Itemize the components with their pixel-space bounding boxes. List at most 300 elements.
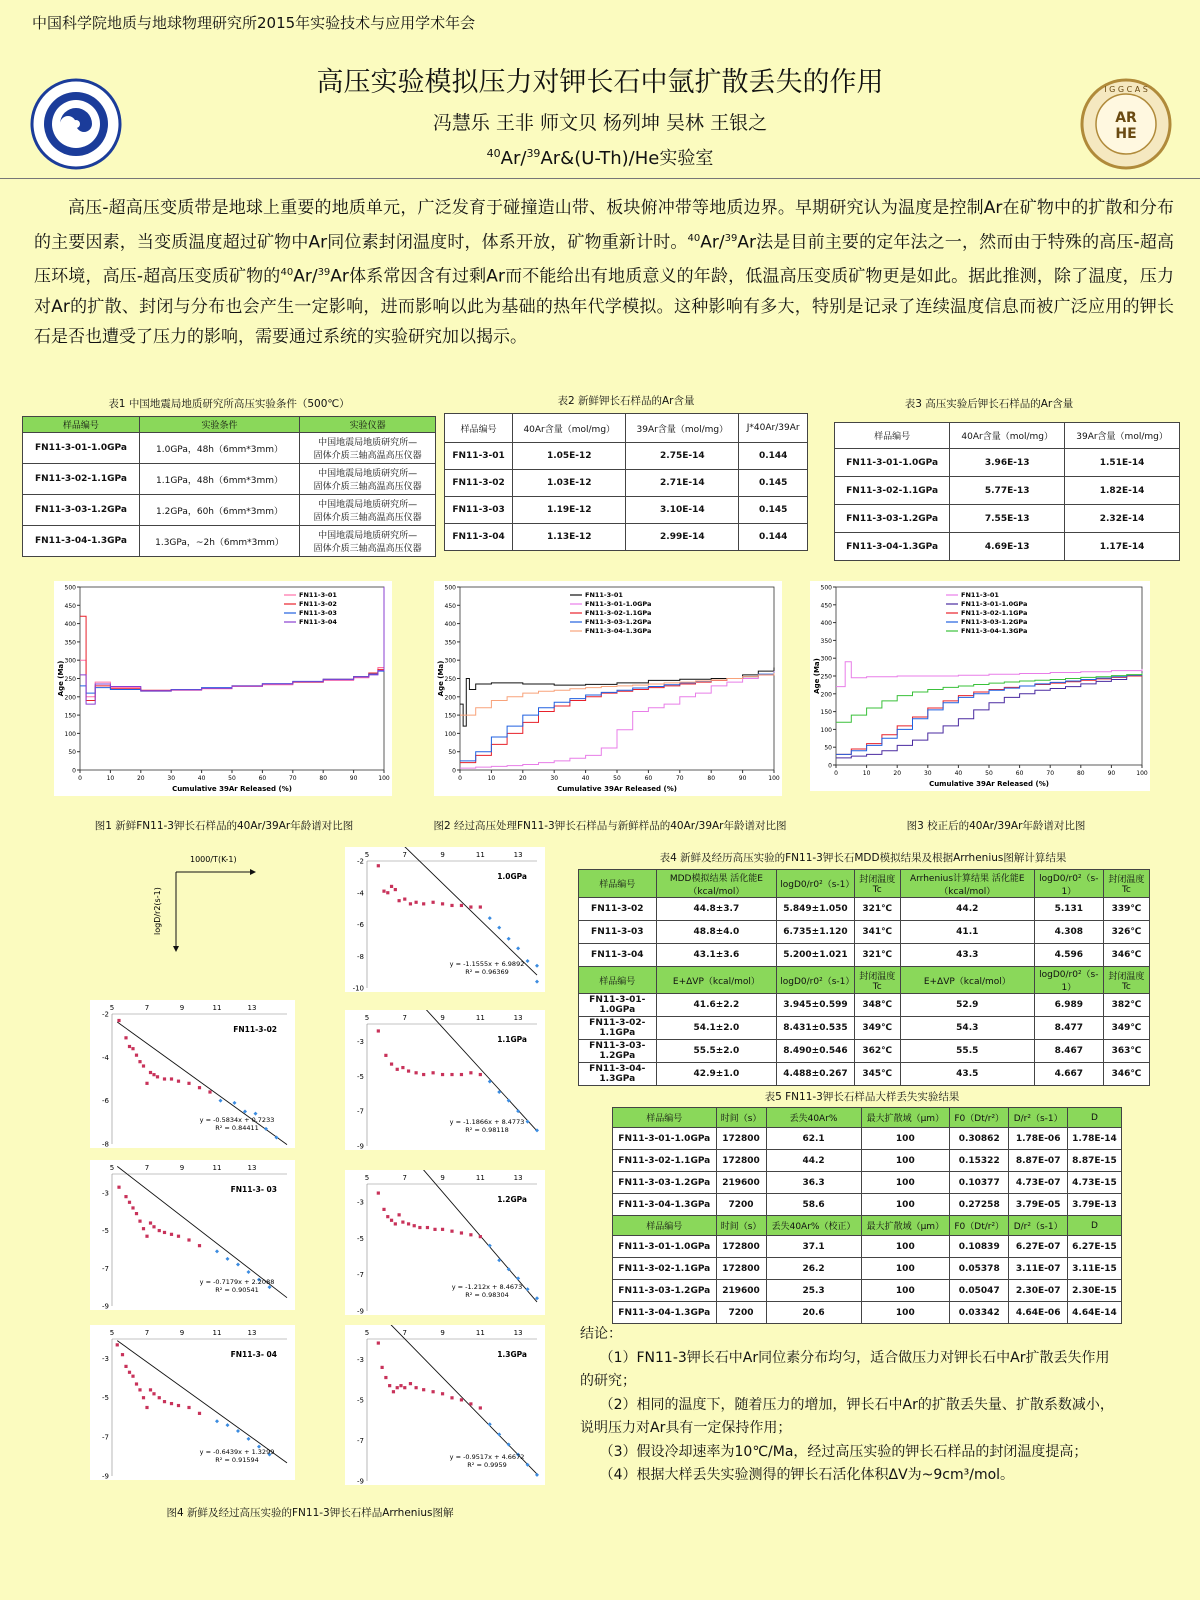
x-tick-label: 13 <box>513 1329 523 1337</box>
fit-r2: R² = 0.9959 <box>467 1461 507 1469</box>
header-divider <box>0 178 1200 179</box>
table-row: FN11-3-04 43.1±3.6 5.200±1.021 321℃ 43.3 4.596 346℃ <box>579 944 1150 967</box>
data-point <box>128 1045 131 1048</box>
fit-point <box>488 1422 492 1426</box>
y-tick-label: 150 <box>444 712 456 720</box>
data-point <box>177 1080 180 1083</box>
y-tick-label: 400 <box>444 621 456 629</box>
fit-point <box>497 926 501 930</box>
data-point <box>396 1068 399 1071</box>
plot-title: 1.3GPa <box>497 1350 527 1359</box>
x-tick-label: 9 <box>179 1329 185 1337</box>
data-point <box>116 1343 119 1346</box>
x-tick-label: 50 <box>613 775 621 782</box>
fit-r2: R² = 0.96369 <box>465 968 509 976</box>
y-tick-label: -5 <box>102 1227 109 1236</box>
y-tick-label: -4 <box>102 1053 109 1062</box>
data-point <box>432 1071 435 1074</box>
x-tick-label: 90 <box>738 775 747 782</box>
data-point <box>163 1231 166 1234</box>
y-tick-label: 50 <box>448 749 456 757</box>
fit-point <box>535 980 539 984</box>
data-point <box>399 1384 402 1387</box>
data-point <box>398 899 401 902</box>
y-tick-label: -9 <box>357 1142 364 1150</box>
data-point <box>432 901 435 904</box>
data-point <box>441 1228 444 1231</box>
table-row: FN11-3-03-1.2GPa 219600 36.3 100 0.10377 4.73E-07 4.73E-15 <box>613 1172 1122 1194</box>
table-row: FN11-3-01 1.05E-12 2.75E-14 0.144 <box>445 443 808 470</box>
t1-header: 实验仪器 <box>300 417 436 433</box>
y-tick-label: -9 <box>102 1302 109 1310</box>
fit-line <box>373 1325 537 1474</box>
table2-caption: 表2 新鲜钾长石样品的Ar含量 <box>557 395 695 407</box>
series-line <box>460 673 774 715</box>
fit-point <box>226 1423 230 1427</box>
fig2-caption: 图2 经过高压处理FN11-3钾长石样品与新鲜样品的40Ar/39Ar年龄谱对比图 <box>433 820 787 832</box>
conclusion <box>580 1323 1120 1488</box>
x-tick-label: 11 <box>475 1174 485 1182</box>
y-tick-label: 500 <box>444 584 456 592</box>
y-tick-label: 250 <box>444 676 456 683</box>
data-point <box>208 1090 211 1093</box>
fit-point <box>247 1270 251 1274</box>
x-tick-label: 80 <box>319 775 328 782</box>
data-point <box>394 888 397 891</box>
y-tick-label: -5 <box>357 1396 364 1405</box>
y-tick-label: 300 <box>444 657 456 665</box>
y-tick-label: 350 <box>64 639 76 647</box>
fit-point <box>526 959 530 963</box>
x-tick-label: 7 <box>402 1174 408 1182</box>
data-point <box>426 1226 429 1229</box>
legend-label: FN11-3-02-1.1GPa <box>961 609 1028 617</box>
data-point <box>469 1071 472 1074</box>
x-tick-label: 9 <box>179 1164 185 1172</box>
data-point <box>131 1375 134 1378</box>
x-tick-label: 11 <box>212 1004 222 1012</box>
arrhenius-plot-1.1GPa <box>345 1010 545 1150</box>
x-tick-label: 11 <box>212 1329 222 1337</box>
age-spectrum-chart-3 <box>810 581 1150 791</box>
legend-label: FN11-3-01-1.0GPa <box>585 600 652 608</box>
plot-title: 1.0GPa <box>497 872 527 881</box>
table-row: FN11-3-03-1.2GPa 55.5±2.0 8.490±0.546 362℃ 55.5 8.467 363℃ <box>579 1040 1150 1063</box>
fit-point <box>226 1257 230 1261</box>
data-point <box>403 898 406 901</box>
y-tick-label: -6 <box>102 1097 109 1106</box>
legend-label: FN11-3-01 <box>585 591 623 599</box>
conclusion-item: （3）假设冷却速率为10℃/Ma，经过高压实验的钾长石样品的封闭温度提高； <box>599 1443 1088 1460</box>
fit-r2: R² = 0.84411 <box>215 1124 259 1132</box>
fit-r2: R² = 0.98304 <box>465 1291 509 1299</box>
table-row: FN11-3-01-1.0GPa 3.96E-13 1.51E-14 <box>835 449 1180 477</box>
x-tick-label: 10 <box>862 770 871 777</box>
data-point <box>131 1206 134 1209</box>
data-point <box>117 1019 120 1022</box>
x-tick-label: 5 <box>364 851 370 859</box>
data-point <box>177 1404 180 1407</box>
x-tick-label: 9 <box>440 1329 445 1337</box>
data-point <box>163 1077 166 1080</box>
series-line <box>836 673 1142 754</box>
fit-point <box>219 1099 223 1103</box>
data-point <box>409 902 412 905</box>
table-row: FN11-3-02-1.1GPa 1.1GPa，48h（6mm*3mm） 中国地震局地质研究所— 固体介质三轴高温高压仪器 <box>23 464 436 495</box>
data-point <box>382 1208 385 1211</box>
data-point <box>384 1376 387 1379</box>
table-row: FN11-3-02-1.1GPa 172800 44.2 100 0.15322 8.87E-07 8.87E-15 <box>613 1150 1122 1172</box>
x-tick-label: 10 <box>487 775 496 782</box>
fit-point <box>535 1473 539 1477</box>
table-row: FN11-3-01-1.0GPa 41.6±2.2 3.945±0.599 348℃ 52.9 6.989 382℃ <box>579 994 1150 1017</box>
table-row: FN11-3-02 1.03E-12 2.71E-14 0.145 <box>445 470 808 497</box>
data-point <box>460 1073 463 1076</box>
x-tick-label: 60 <box>644 775 653 782</box>
data-point <box>415 901 418 904</box>
fit-point <box>488 916 492 920</box>
legend-label: FN11-3-01 <box>299 591 337 599</box>
x-tick-label: 20 <box>518 775 527 782</box>
data-point <box>441 902 444 905</box>
data-point <box>198 1086 201 1089</box>
data-point <box>187 1082 190 1085</box>
conclusion-item: （2）相同的温度下，随着压力的增加，钾长石中Ar的扩散丢失量、扩散系数减小，说明压力对Ar具有一定保持作用； <box>580 1396 1114 1436</box>
y-tick-label: -3 <box>102 1189 109 1198</box>
x-tick-label: 5 <box>109 1329 115 1337</box>
svg-text:HE: HE <box>1115 126 1137 142</box>
arrhenius-x-label: 1000/T(K-1) <box>190 855 237 864</box>
data-point <box>149 1071 152 1074</box>
data-point <box>450 1230 453 1233</box>
data-point <box>135 1382 138 1385</box>
data-point <box>432 1390 435 1393</box>
fit-point <box>215 1249 219 1253</box>
table2: 样品编号 40Ar含量（mol/mg） 39Ar含量（mol/mg） J*40Ar/39Ar FN11-3-01 1.05E-12 2.75E-14 0.144 FN11-3-02 1.03E-12 2.71E-14 0.145 FN11-3-03 1.19E-12 3.10E-14 0.145 FN11-3-04 1.13E-12 2.99E-14 0.144 <box>444 413 808 551</box>
plot-title: 1.1GPa <box>497 1035 527 1044</box>
table-row: FN11-3-02-1.1GPa 54.1±2.0 8.431±0.535 349℃ 54.3 8.477 349℃ <box>579 1017 1150 1040</box>
legend-label: FN11-3-03-1.2GPa <box>585 618 652 626</box>
y-tick-label: 50 <box>824 744 832 752</box>
data-point <box>142 1227 145 1230</box>
data-point <box>422 1388 425 1391</box>
series-line <box>80 587 384 700</box>
table5: 样品编号 时间（s） 丢失40Ar% 最大扩散域（μm） F0（Dt/r²） D/r²（s-1） D FN11-3-01-1.0GPa 172800 62.1 100 0.30862 1.78E-06 1.78E-14 FN11-3-02-1.1GPa 172800 44.2 100 0.15322 8.87E-07 8.87E-15 FN11-3-03-1.2GPa 219600 36.3 100 0.10377 4.73E-07 4.73E-15 FN11-3-04-1.3GPa 7200 58.6 100 0.27258 3.79E-05 3.79E-13 样品编号 时间（s） 丢失40Ar%（校正） 最大扩散域（μm） F0（Dt/r²） D/r²（s-1） D FN11-3-01-1.0GPa 172800 37.1 100 0.10839 6.27E-07 6.27E-15 FN11-3-02-1.1GPa 172800 26.2 100 0.05378 3.11E-07 3.11E-15 FN11-3-03-1.2GPa 219600 25.3 100 0.05047 2.30E-07 2.30E-15 FN11-3-04-1.3GPa 7200 20.6 100 0.03342 4.64E-06 4.64E-14 <box>612 1107 1122 1324</box>
data-point <box>138 1060 141 1063</box>
conclusion-title: 结论： <box>580 1326 622 1342</box>
legend-label: FN11-3-04-1.3GPa <box>961 627 1028 635</box>
x-tick-label: 9 <box>179 1004 185 1012</box>
fit-r2: R² = 0.90541 <box>215 1286 259 1294</box>
plot-title: 1.2GPa <box>497 1195 527 1204</box>
data-point <box>450 904 453 907</box>
fit-point <box>526 1120 530 1124</box>
table-row: FN11-3-03-1.2GPa 1.2GPa，60h（6mm*3mm） 中国地震局地质研究所— 固体介质三轴高温高压仪器 <box>23 495 436 526</box>
y-axis-label: Age (Ma) <box>813 658 821 694</box>
data-point <box>460 1231 463 1234</box>
x-axis-label: Cumulative 39Ar Released (%) <box>172 785 292 793</box>
x-tick-label: 0 <box>458 775 462 782</box>
arrhenius-plot-FN11-3-04 <box>90 1325 295 1480</box>
fit-r2: R² = 0.98118 <box>465 1126 509 1134</box>
arrhenius-plot-1.0GPa <box>345 847 545 992</box>
data-point <box>403 1386 406 1389</box>
fit-point <box>247 1437 251 1441</box>
x-tick-label: 7 <box>144 1329 150 1337</box>
table-row: FN11-3-04-1.3GPa 7200 20.6 100 0.03342 4.64E-06 4.64E-14 <box>613 1302 1122 1324</box>
data-point <box>450 1073 453 1076</box>
data-point <box>433 1228 436 1231</box>
data-point <box>382 890 385 893</box>
legend-label: FN11-3-04-1.3GPa <box>585 627 652 635</box>
data-point <box>441 1073 444 1076</box>
table-row: FN11-3-04-1.3GPa 7200 58.6 100 0.27258 3.79E-05 3.79E-13 <box>613 1194 1122 1216</box>
fig3-caption: 图3 校正后的40Ar/39Ar年龄谱对比图 <box>906 820 1086 832</box>
fit-point <box>507 937 511 941</box>
x-tick-label: 0 <box>78 775 82 782</box>
fig4-caption: 图4 新鲜及经过高压实验的FN11-3钾长石样品Arrhenius图解 <box>166 1507 454 1519</box>
fit-point <box>497 1258 501 1262</box>
poster-title: 高压实验模拟压力对钾长石中氩扩散丢失的作用 <box>316 67 884 98</box>
data-point <box>479 905 482 908</box>
x-tick-label: 30 <box>923 770 932 777</box>
x-tick-label: 7 <box>144 1164 150 1172</box>
data-point <box>124 1365 127 1368</box>
y-tick-label: -5 <box>357 1072 364 1081</box>
data-point <box>145 1235 148 1238</box>
data-point <box>128 1371 131 1374</box>
table-row: FN11-3-03-1.2GPa 7.55E-13 2.32E-14 <box>835 505 1180 533</box>
table3: 样品编号 40Ar含量（mol/mg） 39Ar含量（mol/mg） FN11-3-01-1.0GPa 3.96E-13 1.51E-14 FN11-3-02-1.1GPa 5.77E-13 1.82E-14 FN11-3-03-1.2GPa 7.55E-13 2.32E-14 FN11-3-04-1.3GPa 4.69E-13 1.17E-14 <box>834 422 1180 561</box>
conclusion-item: （4）根据大样丢失实验测得的钾长石活化体积ΔV为~9cm³/mol。 <box>599 1467 1015 1483</box>
x-tick-label: 9 <box>440 851 445 859</box>
data-point <box>407 1069 410 1072</box>
x-tick-label: 100 <box>378 775 390 782</box>
y-tick-label: 250 <box>820 673 832 681</box>
age-spectrum-chart-1 <box>54 581 392 796</box>
data-point <box>138 1220 141 1223</box>
data-point <box>377 864 380 867</box>
data-point <box>142 1064 145 1067</box>
fit-point <box>526 1287 530 1291</box>
y-tick-label: 0 <box>452 767 456 775</box>
series-line <box>80 587 384 693</box>
x-tick-label: 0 <box>834 770 838 777</box>
x-tick-label: 13 <box>513 851 523 859</box>
y-tick-label: 100 <box>64 730 76 738</box>
data-point <box>156 1075 159 1078</box>
data-point <box>415 1386 418 1389</box>
series-line <box>80 587 384 704</box>
table-row: FN11-3-01-1.0GPa 1.0GPa，48h（6mm*3mm） 中国地震局地质研究所— 固体介质三轴高温高压仪器 <box>23 433 436 464</box>
y-tick-label: 500 <box>820 584 832 592</box>
x-tick-label: 40 <box>197 775 206 782</box>
fit-point <box>215 1419 219 1423</box>
x-tick-label: 7 <box>402 1014 408 1022</box>
y-tick-label: -9 <box>357 1307 364 1315</box>
conclusion-item: （1）FN11-3钾长石中Ar同位素分布均匀，适合做压力对钾长石中Ar扩散丢失作用的研究； <box>580 1349 1110 1389</box>
y-tick-label: 150 <box>64 712 76 720</box>
data-point <box>377 1191 380 1194</box>
fit-equation: y = -0.9517x + 4.6672 <box>449 1453 525 1461</box>
table1-caption: 表1 中国地震局地质研究所高压实验条件（500℃） <box>108 398 350 410</box>
plot-title: FN11-3-02 <box>233 1025 277 1034</box>
data-point <box>149 1388 152 1391</box>
data-point <box>158 1229 161 1232</box>
data-point <box>479 1073 482 1076</box>
table-row: FN11-3-01-1.0GPa 172800 37.1 100 0.10839 6.27E-07 6.27E-15 <box>613 1236 1122 1258</box>
fit-point <box>233 1101 237 1105</box>
data-point <box>469 1233 472 1236</box>
data-point <box>422 1073 425 1076</box>
legend-label: FN11-3-03 <box>299 609 337 617</box>
lab-name: $^{40}$Ar/$^{39}$Ar&(U-Th)/He实验室 <box>486 147 714 169</box>
table4-caption: 表4 新鲜及经历高压实验的FN11-3钾长石MDD模拟结果及根据Arrhenius图解计算结果 <box>659 852 1067 864</box>
table5-caption: 表5 FN11-3钾长石样品大样丢失实验结果 <box>764 1091 960 1103</box>
fit-point <box>497 1432 501 1436</box>
data-point <box>117 1186 120 1189</box>
y-tick-label: 250 <box>64 676 76 683</box>
y-tick-label: -4 <box>357 889 364 898</box>
y-tick-label: -2 <box>357 857 364 866</box>
data-point <box>124 1036 127 1039</box>
age-spectrum-chart-2 <box>434 581 782 796</box>
data-point <box>170 1077 173 1080</box>
legend-label: FN11-3-02-1.1GPa <box>585 609 652 617</box>
data-point <box>138 1388 141 1391</box>
data-point <box>401 1066 404 1069</box>
data-point <box>381 1366 384 1369</box>
y-tick-label: -8 <box>102 1140 109 1148</box>
data-point <box>413 1224 416 1227</box>
x-axis-label: Cumulative 39Ar Released (%) <box>557 785 677 793</box>
fit-equation: y = -1.212x + 8.4673 <box>451 1283 523 1291</box>
x-tick-label: 7 <box>402 1329 408 1337</box>
table-row: FN11-3-01-1.0GPa 172800 62.1 100 0.30862 1.78E-06 1.78E-14 <box>613 1128 1122 1150</box>
series-line <box>80 587 384 697</box>
data-point <box>409 1382 412 1385</box>
data-point <box>145 1082 148 1085</box>
x-tick-label: 13 <box>247 1004 257 1012</box>
y-tick-label: 200 <box>820 691 832 699</box>
x-tick-label: 70 <box>1046 770 1055 777</box>
y-tick-label: -10 <box>352 984 364 992</box>
fit-point <box>516 946 520 950</box>
x-axis-label: Cumulative 39Ar Released (%) <box>929 780 1049 788</box>
data-point <box>142 1396 145 1399</box>
x-tick-label: 100 <box>768 775 780 782</box>
y-tick-label: -7 <box>357 1271 364 1280</box>
x-tick-label: 13 <box>247 1329 257 1337</box>
y-axis-label: Age (Ma) <box>57 660 65 697</box>
data-point <box>418 1226 421 1229</box>
y-tick-label: -7 <box>357 1107 364 1116</box>
data-point <box>145 1406 148 1409</box>
y-tick-label: 150 <box>820 709 832 717</box>
x-tick-label: 20 <box>893 770 902 777</box>
data-point <box>198 1412 201 1415</box>
y-tick-label: -8 <box>357 952 364 961</box>
x-tick-label: 9 <box>440 1014 445 1022</box>
y-tick-label: -3 <box>357 1355 364 1364</box>
fit-equation: y = -0.6439x + 1.3299 <box>199 1448 275 1456</box>
conference-title: 中国科学院地质与地球物理研究所2015年实验技术与应用学术年会 <box>32 14 476 32</box>
arrhenius-plot-FN11-3-03 <box>90 1160 295 1310</box>
table-row: FN11-3-03 48.8±4.0 6.735±1.120 341℃ 41.1 4.308 326℃ <box>579 921 1150 944</box>
x-tick-label: 11 <box>212 1164 222 1172</box>
data-point <box>390 1219 393 1222</box>
t1-header: 样品编号 <box>23 417 140 433</box>
svg-text:AR: AR <box>1115 110 1137 126</box>
data-point <box>394 1222 397 1225</box>
legend-label: FN11-3-04 <box>299 618 337 626</box>
data-point <box>187 1406 190 1409</box>
x-tick-label: 11 <box>475 1329 485 1337</box>
table1 <box>22 416 436 557</box>
data-point <box>158 1396 161 1399</box>
x-tick-label: 40 <box>954 770 963 777</box>
y-tick-label: -9 <box>102 1472 109 1480</box>
x-tick-label: 5 <box>364 1014 370 1022</box>
legend-label: FN11-3-03-1.2GPa <box>961 618 1028 626</box>
y-tick-label: 300 <box>64 657 76 665</box>
x-tick-label: 80 <box>1076 770 1085 777</box>
fit-equation: y = -1.1555x + 6.9892 <box>449 960 525 968</box>
table-row: FN11-3-04-1.3GPa 1.3GPa，~2h（6mm*3mm） 中国地震局地质研究所— 固体介质三轴高温高压仪器 <box>23 526 436 557</box>
y-tick-label: 300 <box>820 655 832 663</box>
arrhenius-plot-1.3GPa <box>345 1325 545 1485</box>
fit-point <box>516 1109 520 1113</box>
arrhenius-plot-FN11-3-02 <box>90 1000 295 1148</box>
y-tick-label: 400 <box>64 621 76 629</box>
table-row: FN11-3-03-1.2GPa 219600 25.3 100 0.05047 2.30E-07 2.30E-15 <box>613 1280 1122 1302</box>
x-tick-label: 70 <box>675 775 684 782</box>
table-row: FN11-3-04 1.13E-12 2.99E-14 0.144 <box>445 524 808 551</box>
x-tick-label: 30 <box>167 775 176 782</box>
data-point <box>152 1225 155 1228</box>
data-point <box>163 1400 166 1403</box>
y-tick-label: -3 <box>102 1355 109 1364</box>
x-tick-label: 13 <box>513 1014 523 1022</box>
data-point <box>377 1341 380 1344</box>
y-tick-label: -7 <box>102 1433 109 1442</box>
y-tick-label: 200 <box>444 694 456 702</box>
table4: 样品编号 MDD模拟结果 活化能E（kcal/mol） logD0/r0²（s-1） 封闭温度Tc Arrhenius计算结果 活化能E（kcal/mol） logD0/r0²（s-1） 封闭温度Tc FN11-3-02 44.8±3.7 5.849±1.050 321℃ 44.2 5.131 339℃ FN11-3-03 48.8±4.0 6.735±1.120 341℃ 41.1 4.308 326℃ FN11-3-04 43.1±3.6 5.200±1.021 321℃ 43.3 4.596 346℃ 样品编号 E+ΔVP（kcal/mol） logD0/r0²（s-1） 封闭温度Tc E+ΔVP（kcal/mol） logD0/r0²（s-1） 封闭温度Tc FN11-3-01-1.0GPa 41.6±2.2 3.945±0.599 348℃ 52.9 6.989 382℃ FN11-3-02-1.1GPa 54.1±2.0 8.431±0.535 349℃ 54.3 8.477 349℃ FN11-3-03-1.2GPa 55.5±2.0 8.490±0.546 362℃ 55.5 8.467 363℃ FN11-3-04-1.3GPa 42.9±1.0 4.488±0.267 345℃ 43.5 4.667 346℃ <box>578 869 1150 1086</box>
data-point <box>388 1384 391 1387</box>
fig1-caption: 图1 新鲜FN11-3钾长石样品的40Ar/39Ar年龄谱对比图 <box>94 820 354 832</box>
x-tick-label: 7 <box>144 1004 150 1012</box>
table3-caption: 表3 高压实验后钾长石样品的Ar含量 <box>904 398 1074 410</box>
fit-point <box>236 1429 240 1433</box>
x-tick-label: 5 <box>109 1004 115 1012</box>
y-tick-label: -7 <box>102 1264 109 1273</box>
y-tick-label: 100 <box>444 730 456 738</box>
y-tick-label: -2 <box>102 1010 109 1019</box>
y-axis-label: Age (Ma) <box>437 660 445 697</box>
data-point <box>149 1221 152 1224</box>
x-tick-label: 5 <box>364 1329 370 1337</box>
legend-label: FN11-3-01 <box>961 591 999 599</box>
arrhenius-y-label: logD/r2(s-1) <box>153 887 162 935</box>
x-tick-label: 10 <box>106 775 115 782</box>
x-tick-label: 11 <box>475 851 485 859</box>
data-point <box>396 1386 399 1389</box>
data-point <box>415 1071 418 1074</box>
fit-equation: y = -0.5834x + 0.7233 <box>199 1116 275 1124</box>
y-tick-label: -5 <box>102 1394 109 1403</box>
fit-point <box>535 964 539 968</box>
data-point <box>170 1233 173 1236</box>
